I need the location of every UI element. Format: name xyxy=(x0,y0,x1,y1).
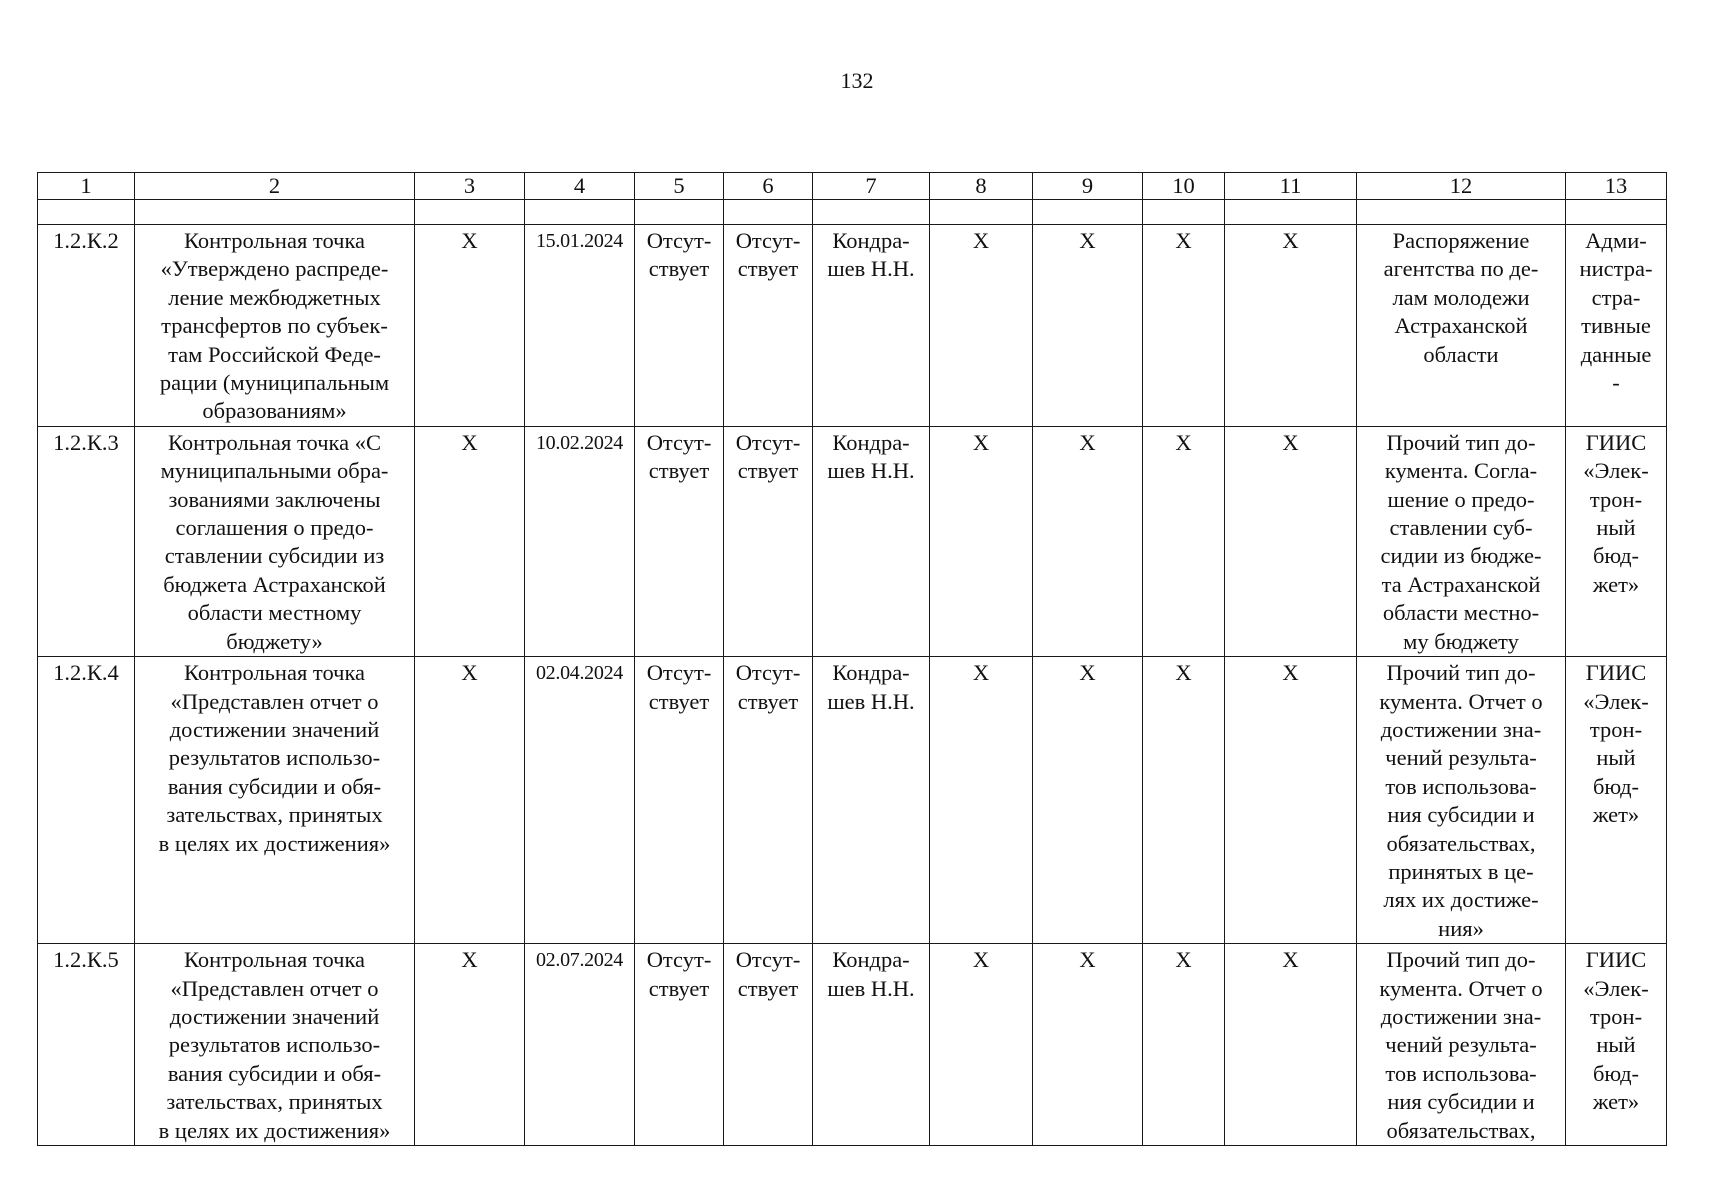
cell-col5-text: Отсут- ствует xyxy=(646,228,712,282)
responsible-text: Кондра- шев Н.Н. xyxy=(827,660,915,714)
cell-col10: Х xyxy=(1143,657,1225,944)
cell-col11: Х xyxy=(1225,225,1357,427)
document-text: Прочий тип до- кумента. Отчет о достижении зна- чений результа- тов использова- ния субсидии и обязательствах, xyxy=(1379,947,1543,1143)
control-point-text: Контрольная точка «Представлен отчет о достижении значений результатов использо- вания субсидии и обя- зательствах, принятых в целях их достижения» xyxy=(158,660,391,856)
cell-col6-text: Отсут- ствует xyxy=(735,429,801,484)
empty-cell xyxy=(1566,200,1667,225)
empty-cell xyxy=(415,200,525,225)
responsible-text: Кондра- шев Н.Н. xyxy=(827,429,915,484)
table-row xyxy=(38,944,1667,1146)
empty-cell xyxy=(724,200,813,225)
responsible-cell xyxy=(813,426,930,656)
cell-col10: Х xyxy=(1143,225,1225,427)
column-header: 4 xyxy=(525,173,635,200)
cell-col6 xyxy=(724,426,813,656)
empty-cell xyxy=(813,200,930,225)
cell-col6 xyxy=(724,657,813,944)
source-cell xyxy=(1566,225,1667,427)
cell-col3: Х xyxy=(415,426,525,656)
empty-cell xyxy=(525,200,635,225)
cell-col5-text: Отсут- ствует xyxy=(646,660,712,714)
document-cell xyxy=(1357,225,1566,427)
cell-col6-text: Отсут- ствует xyxy=(735,947,801,1001)
source-cell xyxy=(1566,944,1667,1146)
cell-col6-text: Отсут- ствует xyxy=(735,660,801,714)
date-cell: 02.04.2024 xyxy=(525,657,635,944)
date-cell: 02.07.2024 xyxy=(525,944,635,1146)
responsible-text: Кондра- шев Н.Н. xyxy=(827,947,915,1001)
column-header: 8 xyxy=(930,173,1033,200)
table-row xyxy=(38,426,1667,656)
cell-col5 xyxy=(635,426,724,656)
column-header: 13 xyxy=(1566,173,1667,200)
row-id: 1.2.К.3 xyxy=(38,426,135,656)
date-cell: 15.01.2024 xyxy=(525,225,635,427)
cell-col8: Х xyxy=(930,426,1033,656)
responsible-cell xyxy=(813,225,930,427)
column-header: 6 xyxy=(724,173,813,200)
document-text: Прочий тип до- кумента. Согла- шение о предо- ставлении суб- сидии из бюдже- та Астраханской области местно- му бюджету xyxy=(1380,429,1542,654)
cell-col3: Х xyxy=(415,944,525,1146)
empty-cell xyxy=(135,200,415,225)
control-points-table xyxy=(37,172,1667,1146)
cell-col10: Х xyxy=(1143,426,1225,656)
column-header: 3 xyxy=(415,173,525,200)
row-id: 1.2.К.2 xyxy=(38,225,135,427)
cell-col3: Х xyxy=(415,225,525,427)
source-text: Адми- нистра- стра- тивные данные - xyxy=(1579,228,1653,396)
cell-col5 xyxy=(635,225,724,427)
cell-col6 xyxy=(724,225,813,427)
document-text: Распоряжение агентства по де- лам молодежи Астраханской области xyxy=(1383,228,1539,367)
responsible-cell xyxy=(813,657,930,944)
source-text: ГИИС «Элек- трон- ный бюд- жет» xyxy=(1583,947,1649,1115)
document-cell xyxy=(1357,944,1566,1146)
control-point-text: Контрольная точка «Утверждено распреде- ление межбюджетных трансфертов по субъек- там Российской Феде- рации (муниципальным образованиям» xyxy=(159,228,390,424)
column-header: 9 xyxy=(1033,173,1143,200)
cell-col3: Х xyxy=(415,657,525,944)
responsible-text: Кондра- шев Н.Н. xyxy=(827,228,915,282)
row-id: 1.2.К.4 xyxy=(38,657,135,944)
cell-col9: Х xyxy=(1033,225,1143,427)
empty-cell xyxy=(1357,200,1566,225)
control-point-text: Контрольная точка «Представлен отчет о достижении значений результатов использо- вания субсидии и обя- зательствах, принятых в целях их достижения» xyxy=(158,947,391,1143)
cell-col5 xyxy=(635,657,724,944)
cell-col9: Х xyxy=(1033,426,1143,656)
control-point-name xyxy=(135,657,415,944)
column-header: 5 xyxy=(635,173,724,200)
document-cell xyxy=(1357,426,1566,656)
empty-cell xyxy=(1033,200,1143,225)
cell-col5-text: Отсут- ствует xyxy=(646,429,712,484)
cell-col5-text: Отсут- ствует xyxy=(646,947,712,1001)
responsible-cell xyxy=(813,944,930,1146)
cell-col6-text: Отсут- ствует xyxy=(735,228,801,282)
cell-col6 xyxy=(724,944,813,1146)
row-id: 1.2.К.5 xyxy=(38,944,135,1146)
document-cell xyxy=(1357,657,1566,944)
empty-cell xyxy=(930,200,1033,225)
cell-col9: Х xyxy=(1033,657,1143,944)
table-row xyxy=(38,657,1667,944)
cell-col11: Х xyxy=(1225,944,1357,1146)
control-point-name xyxy=(135,426,415,656)
cell-col8: Х xyxy=(930,657,1033,944)
empty-cell xyxy=(1143,200,1225,225)
source-cell xyxy=(1566,426,1667,656)
cell-col8: Х xyxy=(930,944,1033,1146)
column-header: 1 xyxy=(38,173,135,200)
date-cell: 10.02.2024 xyxy=(525,426,635,656)
column-header: 10 xyxy=(1143,173,1225,200)
empty-row xyxy=(38,200,1667,225)
cell-col10: Х xyxy=(1143,944,1225,1146)
column-header: 7 xyxy=(813,173,930,200)
cell-col11: Х xyxy=(1225,657,1357,944)
page-number: 132 xyxy=(840,68,874,93)
table-row xyxy=(38,225,1667,427)
cell-col9: Х xyxy=(1033,944,1143,1146)
control-point-text: Контрольная точка «С муниципальными обра- зованиями заключены соглашения о предо- ставлении субсидии из бюджета Астраханской области местному бюджету» xyxy=(160,429,389,654)
source-text: ГИИС «Элек- трон- ный бюд- жет» xyxy=(1583,429,1649,597)
column-header: 2 xyxy=(135,173,415,200)
empty-cell xyxy=(38,200,135,225)
control-point-name xyxy=(135,944,415,1146)
empty-cell xyxy=(1225,200,1357,225)
column-number-row xyxy=(38,173,1667,200)
empty-cell xyxy=(635,200,724,225)
cell-col8: Х xyxy=(930,225,1033,427)
cell-col11: Х xyxy=(1225,426,1357,656)
cell-col5 xyxy=(635,944,724,1146)
column-header: 11 xyxy=(1225,173,1357,200)
source-cell xyxy=(1566,657,1667,944)
source-text: ГИИС «Элек- трон- ный бюд- жет» xyxy=(1583,660,1649,828)
control-point-name xyxy=(135,225,415,427)
document-text: Прочий тип до- кумента. Отчет о достижении зна- чений результа- тов использова- ния субсидии и обязательствах, принятых в це- лях их достиже- ния» xyxy=(1379,660,1543,941)
column-header: 12 xyxy=(1357,173,1566,200)
